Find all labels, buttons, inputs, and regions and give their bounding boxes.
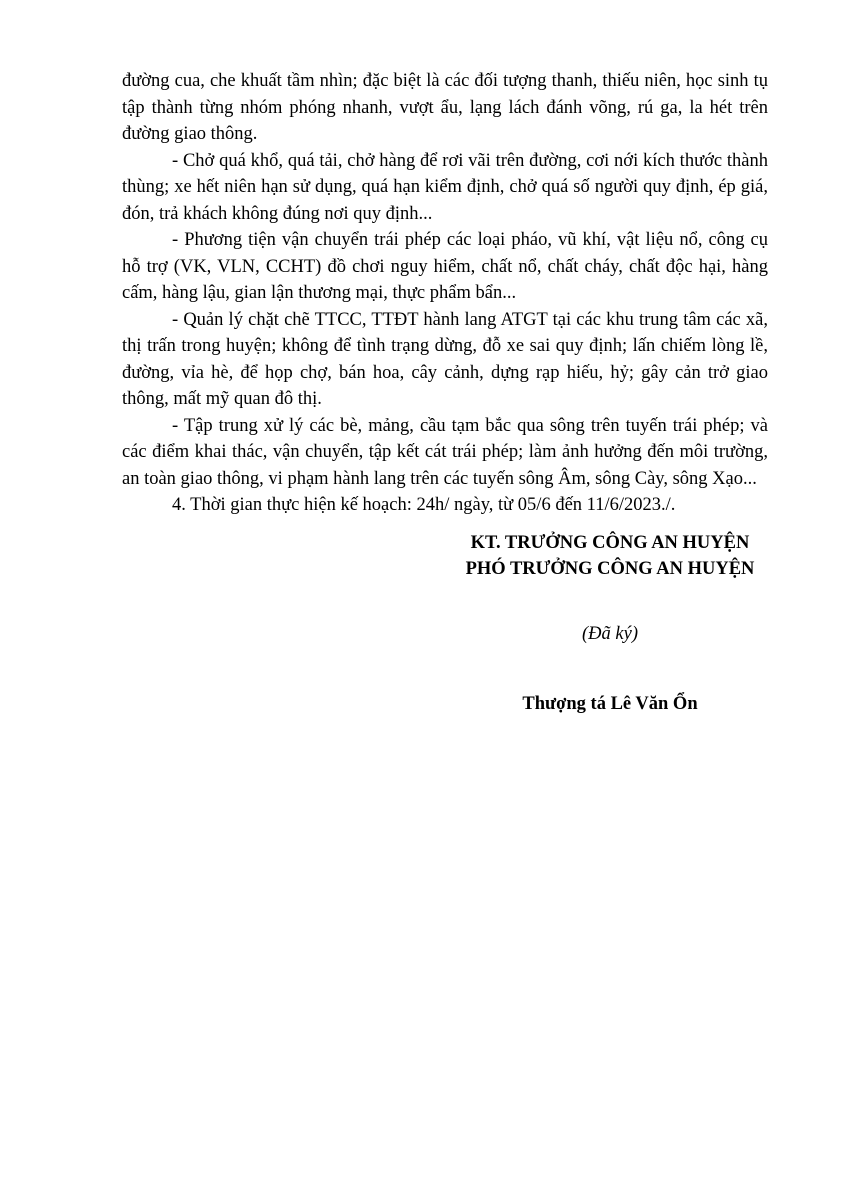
- paragraph-traffic-order: - Quản lý chặt chẽ TTCC, TTĐT hành lang ATGT tại các khu trung tâm các xã, thị trấn trong huyện; không để tình trạng dừng, đỗ xe sai quy định; lấn chiếm lòng lề, đường, vỉa hè, để họp chợ, bán hoa, cây cảnh, dựng rạp hiếu, hỷ; gây cản trở giao thông, mất mỹ quan đô thị.: [122, 309, 768, 409]
- document-body: [122, 68, 768, 519]
- signer-name: Thượng tá Lê Văn Ổn: [522, 694, 698, 714]
- paragraph-overload: - Chở quá khổ, quá tải, chở hàng để rơi vãi trên đường, cơi nới kích thước thành thùng; xe hết niên hạn sử dụng, quá hạn kiểm định, chở quá số người quy định, ép giá, đón, trả khách không đúng nơi quy định...: [122, 150, 768, 224]
- paragraph-river-crossings: - Tập trung xử lý các bè, mảng, cầu tạm bắc qua sông trên tuyến trái phép; và các điểm khai thác, vận chuyển, tập kết cát trái phép; làm ảnh hưởng đến môi trường, an toàn giao thông, vi phạm hành lang trên các tuyến sông Âm, sông Cày, sông Xạo...: [122, 415, 768, 489]
- signature-title-line1: KT. TRƯỞNG CÔNG AN HUYỆN: [470, 533, 750, 553]
- paragraph-timeframe: 4. Thời gian thực hiện kế hoạch: 24h/ ngày, từ 05/6 đến 11/6/2023./.: [172, 495, 676, 515]
- signature-title-line2: PHÓ TRƯỞNG CÔNG AN HUYỆN: [465, 559, 755, 579]
- paragraph-illegal-transport: - Phương tiện vận chuyển trái phép các loại pháo, vũ khí, vật liệu nổ, công cụ hỗ trợ (VK, VLN, CCHT) đồ chơi nguy hiểm, chất nổ, chất cháy, chất độc hại, hàng cấm, hàng lậu, gian lận thương mại, thực phẩm bẩn...: [122, 230, 768, 303]
- paragraph-continuation: đường cua, che khuất tầm nhìn; đặc biệt là các đối tượng thanh, thiếu niên, học sinh tụ tập thành từng nhóm phóng nhanh, vượt ẩu, lạng lách đánh võng, rú ga, la hét trên đường giao thông.: [122, 71, 768, 144]
- signature-block: [430, 530, 790, 714]
- signed-note: (Đã ký): [582, 624, 638, 644]
